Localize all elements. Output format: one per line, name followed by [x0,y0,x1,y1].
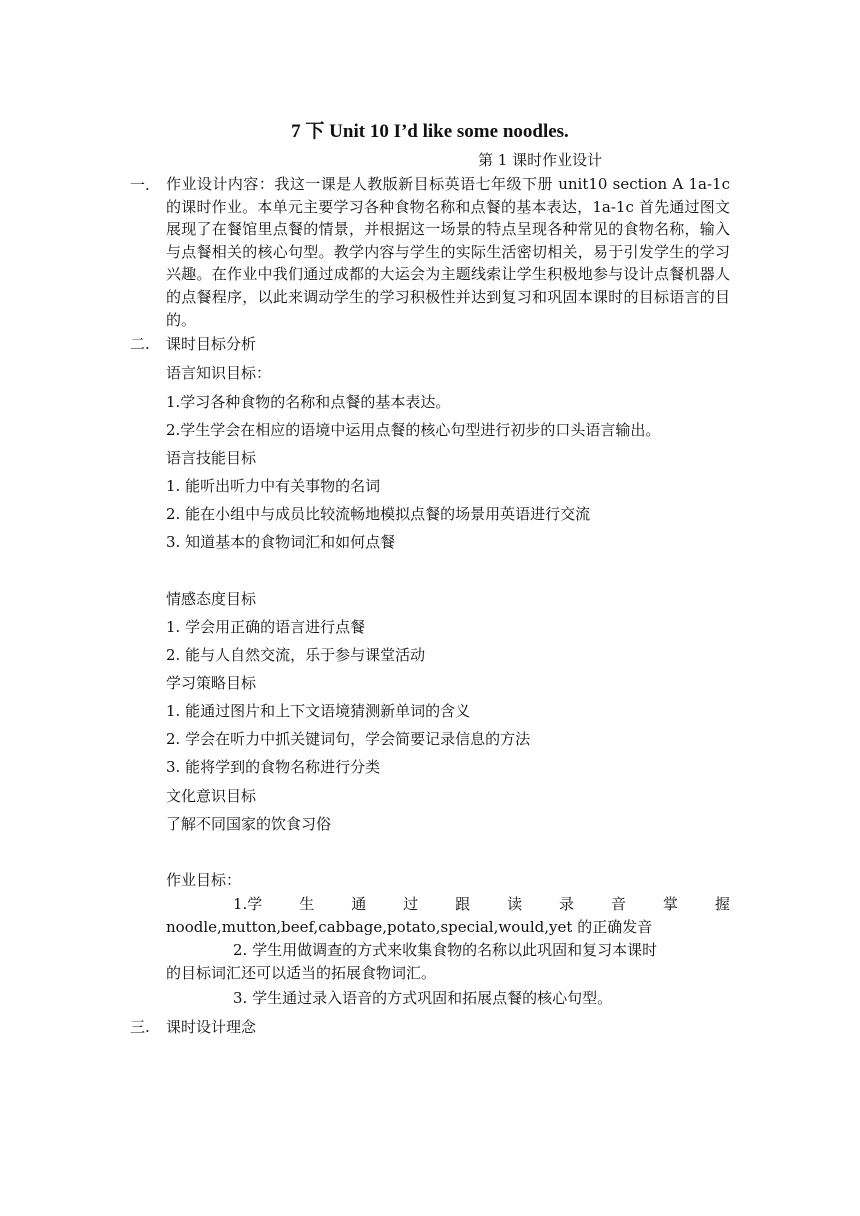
homework-word: 录 [559,895,575,913]
culture-text: 了解不同国家的饮食习俗 [166,815,332,833]
culture-heading: 文化意识目标 [166,787,257,805]
strategy-item: 2. 学会在听力中抓关键词句，学会简要记录信息的方法 [166,730,531,748]
section-number-1: 一. [130,176,150,194]
homework-item-1-continuation: noodle,mutton,beef,cabbage,potato,special,would,yet 的正确发音 [166,918,653,936]
homework-item-2-line-1: 2. 学生用做调查的方式来收集食物的名称以此巩固和复习本课时 [233,941,658,959]
lang-knowledge-item: 1.学习各种食物的名称和点餐的基本表达。 [166,393,451,411]
section-1-paragraph: 作业设计内容：我这一课是人教版新目标英语七年级下册 unit10 section A 1a-1c 的课时作业。本单元主要学习各种食物名称和点餐的基本表达，1a-1c 首先通过图文展现了在餐馆里点餐的情景，并根据这一场景的特点呈现各种常见的食物名称，输入与点餐相关的核心句型。教学内容与学生的实际生活密切相关，易于引发学生的学习兴趣。在作业中我们通过成都的大运会为主题线索让学生积极地参与设计点餐机器人的点餐程序，以此来调动学生的学习积极性并达到复习和巩固本课时的目标语言的目的。 [166,175,730,329]
homework-item-3: 3. 学生通过录入语音的方式巩固和拓展点餐的核心句型。 [233,989,613,1007]
strategy-item: 3. 能将学到的食物名称进行分类 [166,758,381,776]
lang-knowledge-item: 2.学生学会在相应的语境中运用点餐的核心句型进行初步的口头语言输出。 [166,421,661,439]
lang-skill-heading: 语言技能目标 [166,449,257,467]
homework-word: 音 [610,895,626,913]
homework-item-2-line-2: 的目标词汇还可以适当的拓展食物词汇。 [166,964,437,982]
homework-word: 握 [714,895,730,913]
homework-item-1-first-line [233,894,730,914]
homework-word: 生 [299,895,315,913]
strategy-item: 1. 能通过图片和上下文语境猜测新单词的含义 [166,702,471,720]
homework-word: 1.学 [233,895,263,913]
strategy-heading: 学习策略目标 [166,674,257,692]
emotion-item: 1. 学会用正确的语言进行点餐 [166,618,366,636]
section-2-heading: 课时目标分析 [166,335,257,353]
emotion-item: 2. 能与人自然交流，乐于参与课堂活动 [166,646,426,664]
emotion-heading: 情感态度目标 [166,590,257,608]
lang-knowledge-heading: 语言知识目标： [166,364,272,382]
lang-skill-item: 1. 能听出听力中有关事物的名词 [166,477,381,495]
section-number-2: 二. [130,335,150,353]
section-number-3: 三. [130,1018,150,1036]
homework-word: 通 [351,895,367,913]
homework-word: 过 [403,895,419,913]
homework-word: 读 [507,895,523,913]
homework-heading: 作业目标： [166,871,242,889]
homework-word: 跟 [455,895,471,913]
lang-skill-item: 3. 知道基本的食物词汇和如何点餐 [166,533,396,551]
document-title: 7 下 Unit 10 I’d like some noodles. [291,121,569,142]
section-3-heading: 课时设计理念 [166,1018,257,1036]
lang-skill-item: 2. 能在小组中与成员比较流畅地模拟点餐的场景用英语进行交流 [166,505,591,523]
document-subtitle: 第 1 课时作业设计 [478,151,603,169]
homework-word: 掌 [662,895,678,913]
